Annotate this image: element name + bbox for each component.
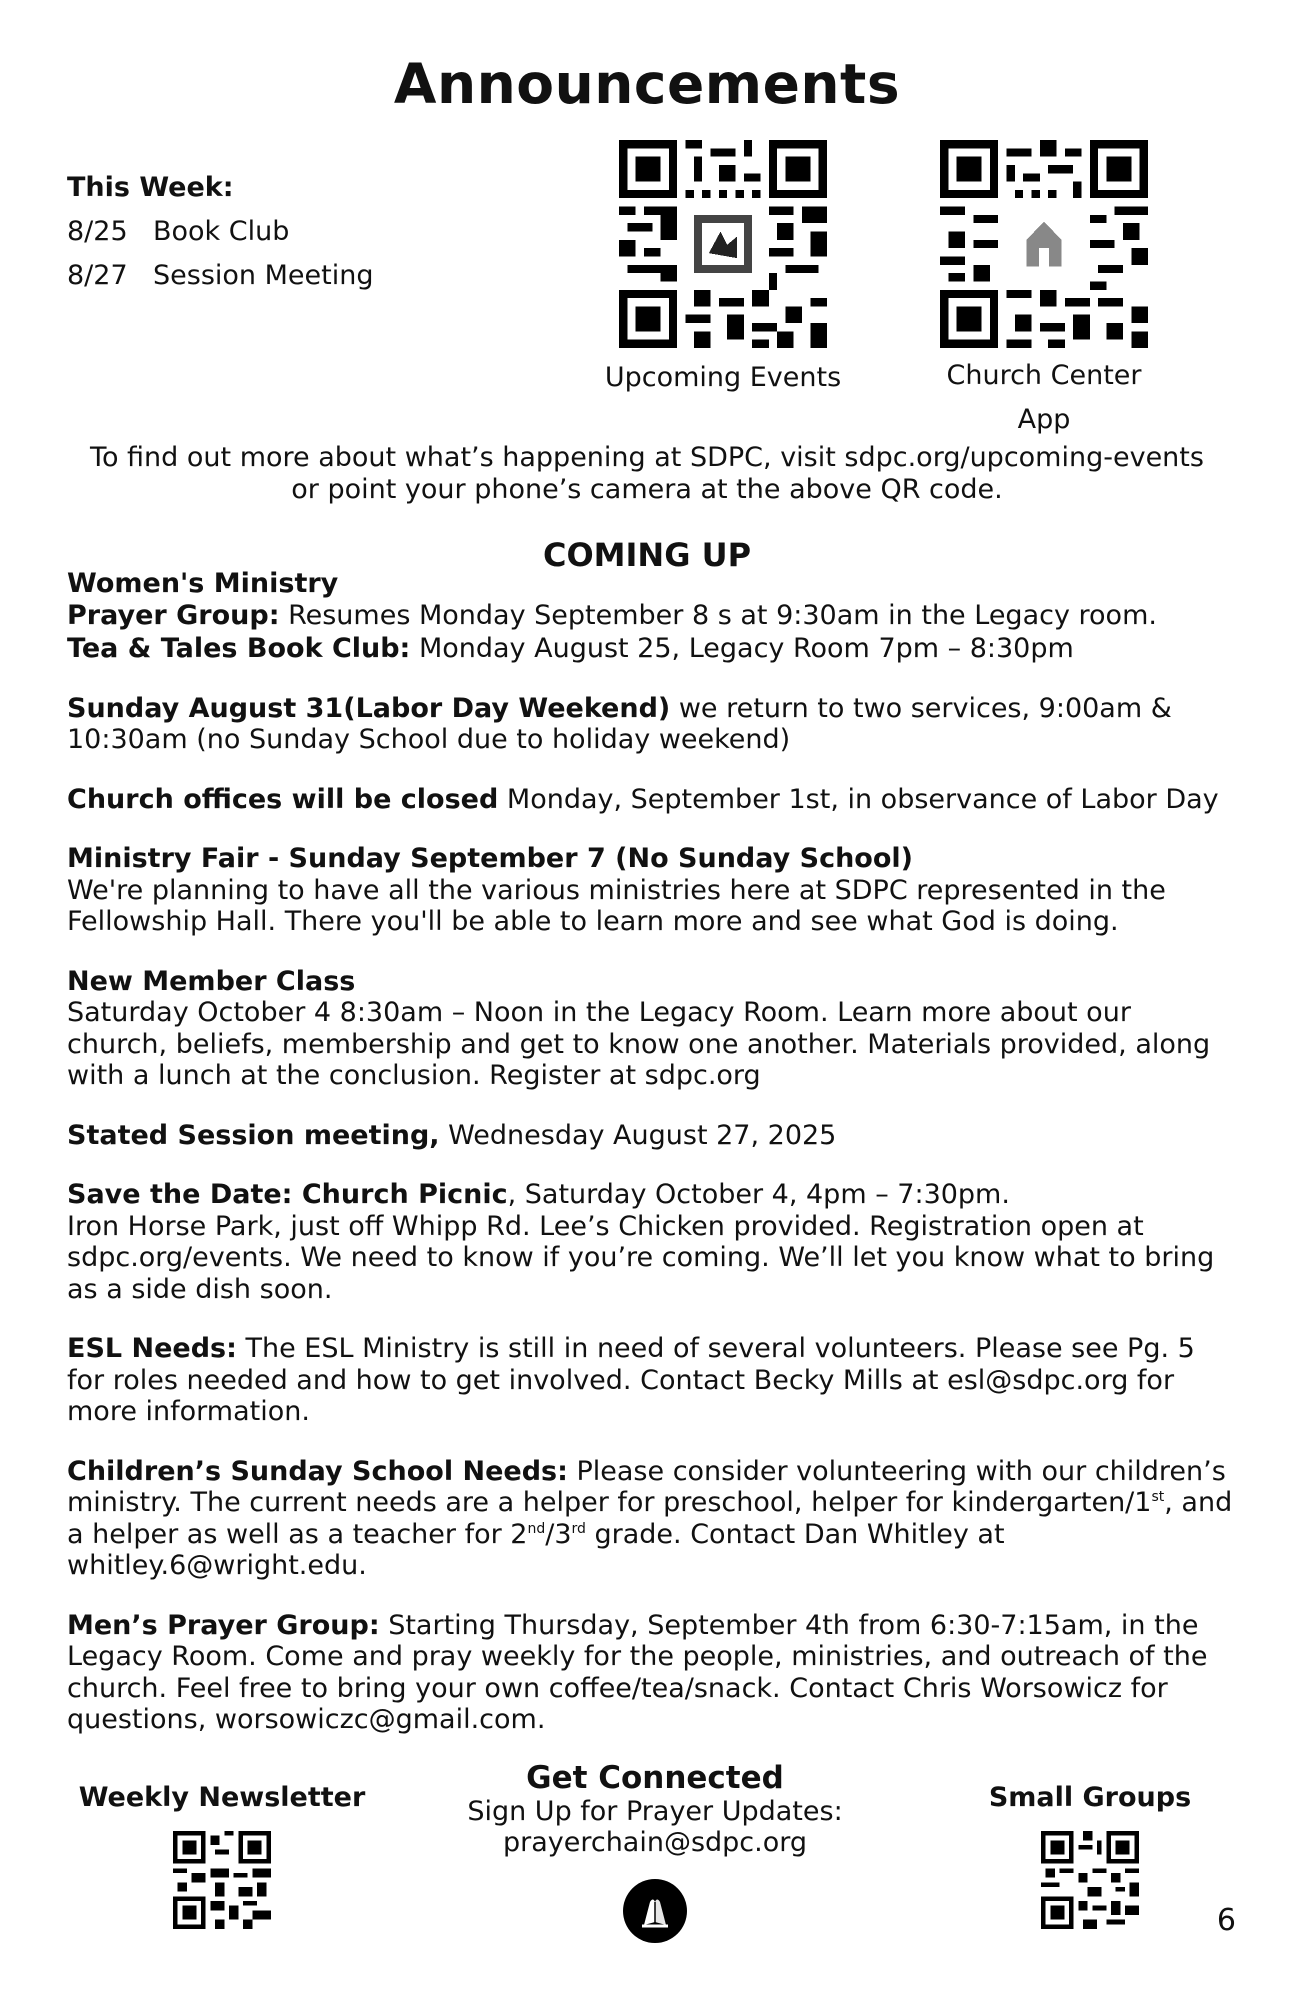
intro-line2: or point your phone’s camera at the above QR code.: [291, 474, 1003, 505]
childrens-needs-label: Children’s Sunday School Needs:: [67, 1455, 568, 1487]
event-date: 8/27: [67, 260, 128, 291]
this-week-header: This Week:: [67, 172, 234, 203]
page-number: 6: [1216, 1903, 1236, 1938]
labor-day-text: we return to two services, 9:00am & 10:30am (no Sunday School due to holiday weekend): [67, 692, 1172, 755]
church-picnic-text: Iron Horse Park, just off Whipp Rd. Lee’s Chicken provided. Registration open at sdpc.org/events. We need to know if you’re coming. We’ll let you know what to bring as a side dish soon.: [67, 1210, 1215, 1305]
ordinal-suffix: rd: [571, 1520, 586, 1537]
coming-up-heading: COMING UP: [542, 536, 752, 574]
womens-ministry-heading: Women's Ministry: [67, 568, 339, 599]
ministry-fair-text: We're planning to have all the various ministries here at SDPC represented in the Fellowship Hall. There you'll be able to learn more and see what God is doing.: [67, 874, 1166, 937]
upcoming-events-label: Upcoming Events: [604, 362, 842, 393]
ordinal-suffix: st: [1151, 1489, 1165, 1505]
new-member-label: New Member Class: [67, 965, 356, 997]
prayer-group-label: Prayer Group:: [67, 599, 280, 631]
page-title: Announcements: [393, 52, 901, 116]
announcements-body: [67, 568, 1237, 1764]
intro-line1: To find out more about what’s happening at SDPC, visit sdpc.org/upcoming-events: [90, 442, 1204, 473]
session-meeting-label: Stated Session meeting,: [67, 1119, 440, 1151]
prayer-group-text: Resumes Monday September 8 s at 9:30am in the Legacy room.: [279, 599, 1157, 631]
this-week-list: [67, 166, 373, 298]
get-connected-heading: Get Connected: [526, 1760, 784, 1796]
session-meeting-item: [67, 1120, 1237, 1152]
tea-tales-item: [67, 633, 1237, 665]
church-center-label-line1: Church Center: [946, 360, 1142, 391]
church-center-label-line2: App: [1017, 404, 1071, 435]
church-picnic-date: , Saturday October 4, 4pm – 7:30pm.: [507, 1179, 1010, 1210]
womens-ministry-block: [67, 568, 1237, 631]
event-date: 8/25: [67, 216, 128, 247]
labor-day-services-item: [67, 693, 1237, 756]
esl-needs-item: [67, 1333, 1237, 1428]
childrens-needs-text: Please consider volunteering with our children’s ministry. The current needs are a helper for preschool, helper for kindergarten/1: [67, 1455, 1226, 1518]
mens-prayer-item: [67, 1610, 1237, 1736]
new-member-item: [67, 966, 1237, 1092]
upcoming-events-qr-code[interactable]: [619, 140, 827, 348]
mens-prayer-label: Men’s Prayer Group:: [67, 1609, 380, 1641]
prayer-updates-label: Sign Up for Prayer Updates:: [467, 1796, 843, 1827]
event-name: Session Meeting: [153, 260, 374, 291]
offices-closed-item: [67, 784, 1237, 816]
this-week-item: [67, 254, 373, 298]
prayerchain-email-link[interactable]: prayerchain@sdpc.org: [502, 1827, 808, 1858]
weekly-newsletter-qr-code[interactable]: [173, 1831, 271, 1929]
intro-text: [0, 442, 1294, 506]
small-groups-qr-code[interactable]: [1041, 1831, 1139, 1929]
praying-hands-icon: [622, 1878, 688, 1944]
ministry-fair-label: Ministry Fair - Sunday September 7 (No Sunday School): [67, 843, 913, 874]
esl-needs-text: The ESL Ministry is still in need of several volunteers. Please see Pg. 5 for roles needed and how to get involved. Contact Becky Mills at esl@sdpc.org for more information.: [67, 1333, 1195, 1427]
small-groups-block: [940, 1782, 1240, 1929]
ordinal-suffix: nd: [527, 1520, 546, 1537]
offices-closed-label: Church offices will be closed: [67, 783, 499, 815]
get-connected-block: [455, 1760, 855, 1944]
offices-closed-text: Monday, September 1st, in observance of Labor Day: [498, 783, 1219, 815]
tea-tales-label: Tea & Tales Book Club:: [67, 633, 411, 664]
new-member-text: Saturday October 4 8:30am – Noon in the Legacy Room. Learn more about our church, beliefs, membership and get to know one another. Materials provided, along with a lunch at the conclusion. Register at sdpc.org: [67, 997, 1211, 1091]
childrens-needs-text: /3: [545, 1518, 572, 1550]
tea-tales-text: Monday August 25, Legacy Room 7pm – 8:30pm: [410, 633, 1074, 664]
this-week-item: [67, 210, 373, 254]
ministry-fair-item: [67, 843, 1237, 938]
childrens-needs-text: grade. Contact Dan Whitley at whitley.6@wright.edu.: [67, 1518, 1005, 1581]
esl-needs-label: ESL Needs:: [67, 1333, 237, 1364]
weekly-newsletter-block: [72, 1782, 372, 1929]
church-center-qr-code[interactable]: [940, 140, 1148, 348]
church-center-app-label: [906, 354, 1182, 442]
weekly-newsletter-label: Weekly Newsletter: [78, 1782, 366, 1813]
childrens-needs-text: , and a helper as well as a teacher for 2: [67, 1487, 1233, 1550]
mens-prayer-text: Starting Thursday, September 4th from 6:30-7:15am, in the Legacy Room. Come and pray weekly for the people, ministries, and outreach of the church. Feel free to bring your own coffee/tea/snack. Contact Chris Worsowicz for questions, worsowiczc@gmail.com.: [67, 1609, 1208, 1735]
labor-day-label: Sunday August 31(Labor Day Weekend): [67, 692, 671, 724]
event-name: Book Club: [153, 216, 290, 247]
session-meeting-text: Wednesday August 27, 2025: [439, 1119, 837, 1151]
small-groups-label: Small Groups: [988, 1782, 1192, 1813]
church-picnic-label: Save the Date: Church Picnic: [67, 1179, 508, 1210]
childrens-needs-item: [67, 1456, 1237, 1582]
church-picnic-item: [67, 1179, 1237, 1305]
